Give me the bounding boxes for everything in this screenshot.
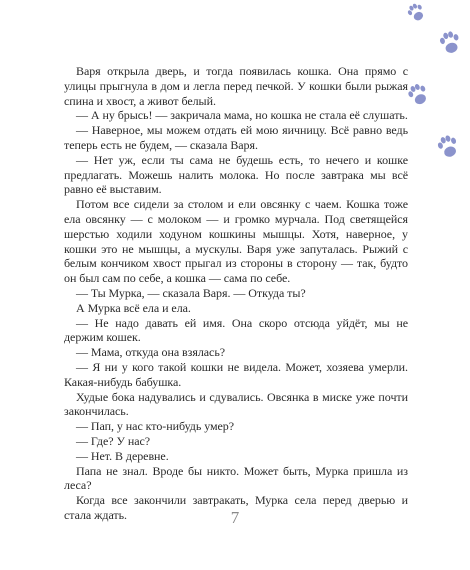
paragraph: — Пап, у нас кто-нибудь умер? (76, 419, 235, 434)
paragraph: Когда все закончили завтракать, Мурка села перед дверью и стала ждать. (64, 493, 408, 522)
page-number: 7 (230, 508, 240, 527)
paragraph: — Не надо давать ей имя. Она скоро отсюда уйдёт, мы не держим кошек. (64, 315, 408, 345)
paragraph: — Ты Мурка, — сказала Варя. — Откуда ты? (76, 285, 306, 300)
paragraph: — Нет. В деревне. (76, 448, 169, 463)
paragraph: Худые бока надувались и сдувались. Овсянка в миске уже почти закончилась. (64, 389, 408, 419)
paragraph: — Наверное, мы можем отдать ей мою яичницу. Всё равно ведь теперь есть не будем, — сказала Варя. (64, 123, 408, 152)
paragraph: — А ну брысь! — закричала мама, но кошка не стала её слушать. (76, 108, 408, 123)
paragraph: Потом все сидели за столом и ели овсянку с чаем. Кошка тоже ела овсянку — с молоком — и громко мурчала. Под светящейся шерстью ходили ходуном кошкины мышцы. Хотя, наверное, у кошки это не мышцы, а мускулы. Варя уже запуталась. Рыжий с белым кончиком хвост прыгал из стороны в сторону — так, будто он был сам по себе, а кошка — сама по себе. (64, 197, 408, 286)
paragraph: — Мама, откуда она взялась? (76, 345, 226, 360)
paragraph: — Где? У нас? (76, 433, 151, 448)
paragraph: А Мурка всё ела и ела. (76, 300, 191, 315)
paw-print-icon (438, 30, 462, 55)
paragraph: — Нет уж, если ты сама не будешь есть, то нечего и кошке предлагать. Можешь налить молока. Но после завтрака мы всё равно её выставим. (64, 152, 408, 197)
paragraph: Папа не знал. Вроде бы никто. Может быть, Мурка пришла из леса? (64, 463, 408, 493)
paragraph: Варя открыла дверь, и тогда появилась кошка. Она прямо с улицы прыгнула в дом и легла перед печкой. У кошки были рыжая спина и хвост, а живот белый. (64, 64, 408, 108)
paw-print-icon (436, 133, 461, 159)
body-text (64, 64, 408, 523)
paw-print-icon (406, 81, 431, 107)
paragraph: — Я ни у кого такой кошки не видела. Может, хозяева умерли. Какая-нибудь бабушка. (64, 359, 408, 389)
paw-print-icon (405, 1, 427, 23)
